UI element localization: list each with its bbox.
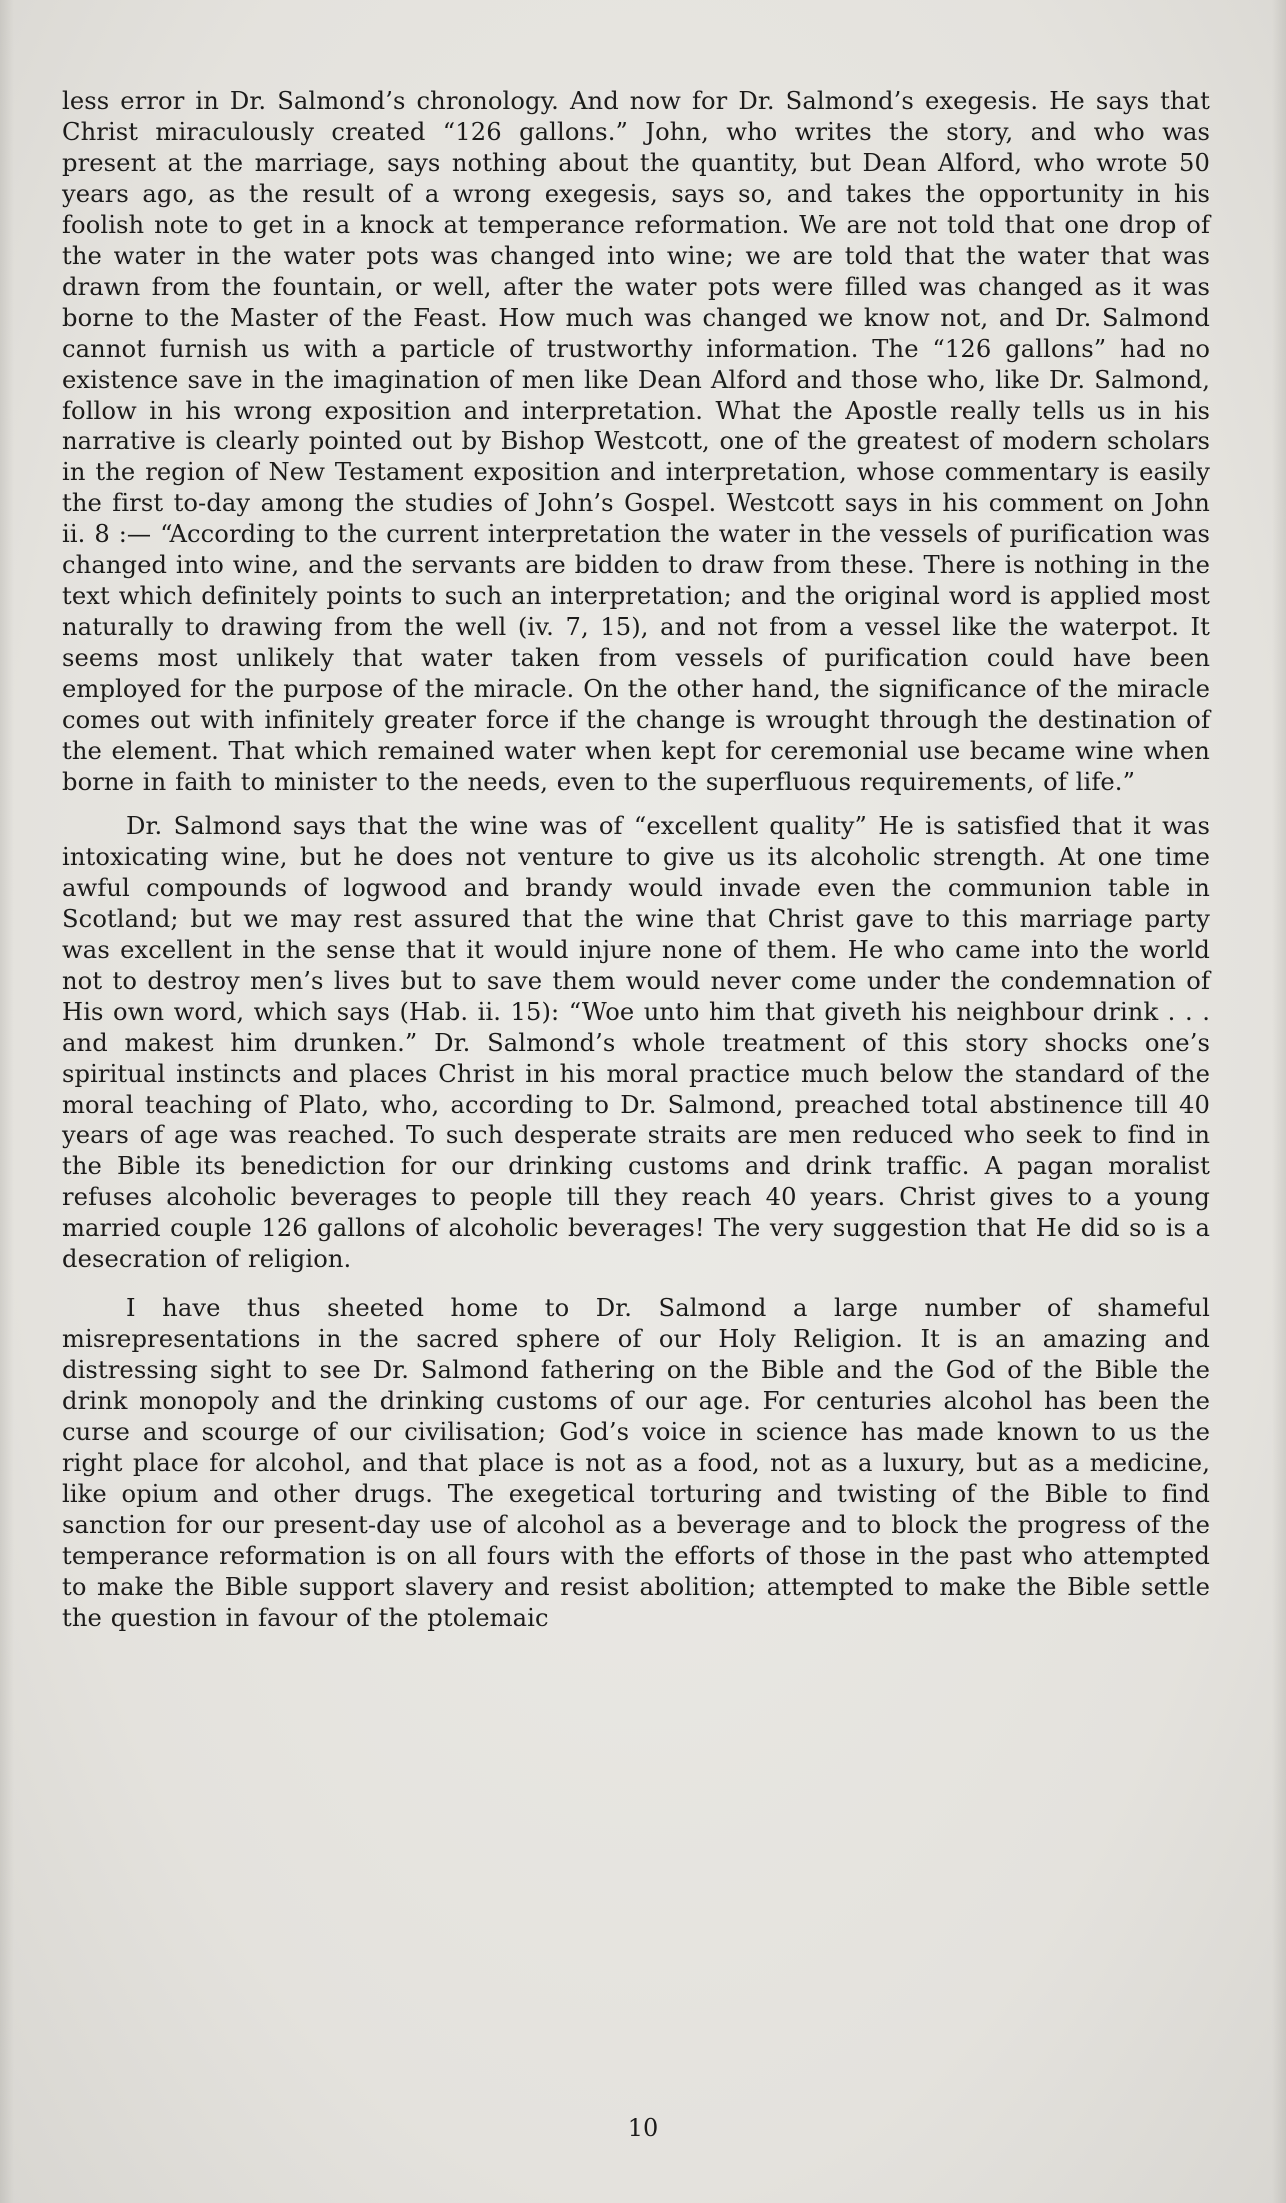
scan-shadow-right bbox=[1272, 0, 1286, 2203]
scan-shadow-left bbox=[0, 0, 14, 2203]
paragraph-excellent-quality: Dr. Salmond says that the wine was of “excellent quality” He is satisfied that it was intoxicating wine, but he does not venture to give us its alcoholic strength. At one time awful compounds of logwood and brandy would invade even the communion table in Scotland; but we may rest assured that the wine that Christ gave to this marriage party was excellent in the sense that it would injure none of them. He who came into the world not to destroy men’s lives but to save them would never come under the condemnation of His own word, which says (Hab. ii. 15): “Woe unto him that giveth his neighbour drink . . . and makest him drunken.” Dr. Salmond’s whole treatment of this story shocks one’s spiritual instincts and places Christ in his moral practice much below the standard of the moral teaching of Plato, who, according to Dr. Salmond, preached total abstinence till 40 years of age was reached. To such desperate straits are men reduced who seek to find in the Bible its benediction for our drinking customs and drink traffic. A pagan moralist refuses alcoholic beverages to people till they reach 40 years. Christ gives to a young married couple 126 gallons of alcoholic beverages! The very suggestion that He did so is a desecration of religion. bbox=[62, 811, 1210, 1274]
paragraph-sheeted-home: I have thus sheeted home to Dr. Salmond a large number of shameful misrepresentations in the sacred sphere of our Holy Religion. It is an amazing and distressing sight to see Dr. Salmond fathering on the Bible and the God of the Bible the drink monopoly and the drinking customs of our age. For centuries alcohol has been the curse and scourge of our civilisation; God’s voice in science has made known to us the right place for alcohol, and that place is not as a food, not as a luxury, but as a medicine, like opium and other drugs. The exegetical torturing and twisting of the Bible to find sanction for our present-day use of alcohol as a beverage and to block the progress of the temperance reformation is on all fours with the efforts of those in the past who attempted to make the Bible support slavery and resist abolition; attempted to make the Bible settle the question in favour of the ptolemaic bbox=[62, 1294, 1210, 1632]
body-text bbox=[62, 86, 1210, 1634]
paragraph-continuation: less error in Dr. Salmond’s chronology. And now for Dr. Salmond’s exegesis. He says that Christ miraculously created “126 gallons.” John, who writes the story, and who was present at the marriage, says nothing about the quantity, but Dean Alford, who wrote 50 years ago, as the result of a wrong exegesis, says so, and takes the opportunity in his foolish note to get in a knock at temperance reformation. We are not told that one drop of the water in the water pots was changed into wine; we are told that the water that was drawn from the fountain, or well, after the water pots were filled was changed as it was borne to the Master of the Feast. How much was changed we know not, and Dr. Salmond cannot furnish us with a particle of trustworthy information. The “126 gallons” had no existence save in the imagination of men like Dean Alford and those who, like Dr. Salmond, follow in his wrong exposition and interpretation. What the Apostle really tells us in his narrative is clearly pointed out by Bishop Westcott, one of the greatest of modern scholars in the region of New Testament exposition and interpretation, whose commentary is easily the first to-day among the studies of John’s Gospel. Westcott says in his comment on John ii. 8 :— “According to the current interpretation the water in the vessels of purification was changed into wine, and the servants are bidden to draw from these. There is nothing in the text which definitely points to such an interpretation; and the original word is applied most naturally to drawing from the well (iv. 7, 15), and not from a vessel like the waterpot. It seems most unlikely that water taken from vessels of purification could have been employed for the purpose of the miracle. On the other hand, the significance of the miracle comes out with infinitely greater force if the change is wrought through the destination of the element. That which remained water when kept for ceremonial use became wine when borne in faith to minister to the needs, even to the superfluous requirements, of life.” bbox=[62, 87, 1210, 796]
page-number: 10 bbox=[627, 2114, 659, 2142]
